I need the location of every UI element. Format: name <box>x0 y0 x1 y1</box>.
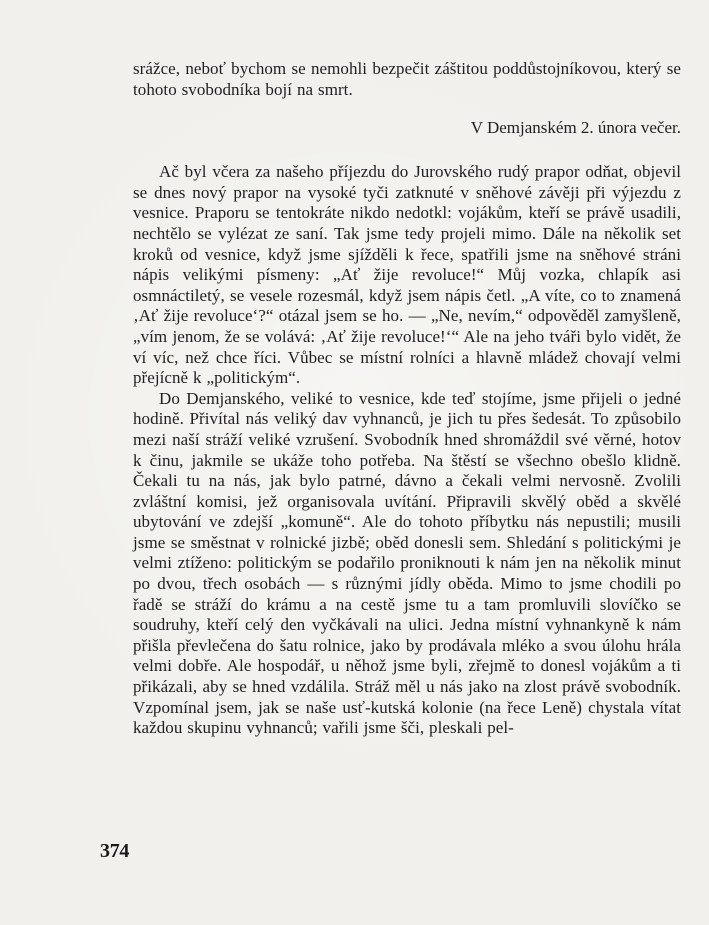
page-text-block <box>133 59 681 739</box>
paragraph-departure: Ač byl včera za našeho příjezdu do Jurovského rudý prapor odňat, objevil se dnes nový prapor na vysoké tyči zatknuté v sněhové závěji při výjezdu z vesnice. Praporu se tentokráte nikdo nedotkl: vojákům, kteří se právě usadili, nechtělo se vylézat ze saní. Tak jsme tedy projeli mimo. Dále na několik set kroků od vesnice, když jsme sjížděli k řece, spatřili jsme na sněhové stráni nápis velikými písmeny: „Ať žije revoluce!“ Můj vozka, chlapík asi osmnáctiletý, se vesele rozesmál, když jsem nápis četl. „A víte, co to znamená ‚Ať žije revoluce‘?“ otázal jsem se ho. — „Ne, nevím,“ odpověděl zamyšleně, „vím jenom, že se volává: ‚Ať žije revoluce!‘“ Ale na jeho tváři bylo vidět, že ví víc, než chce říci. Vůbec se místní rolníci a hlavně mládež chovají velmi přejícně k „politickým“. <box>133 162 681 388</box>
paragraph-arrival: Do Demjanského, veliké to vesnice, kde teď stojíme, jsme přijeli o jedné hodině. Přivítal nás veliký dav vyhnanců, je jich tu přes šedesát. To způsobilo mezi naší stráží veliké vzrušení. Svobodník hned shromáždil své věrné, hotov k činu, jakmile se ukáže toho potřeba. Na štěstí se všechno obešlo klidně. Čekali tu na nás, jak bylo patrné, dávno a čekali velmi nervosně. Zvolili zvláštní komisi, jež organisovala uvítání. Připravili skvělý oběd a skvělé ubytování ve zdejší „komuně“. Ale do tohoto příbytku nás nepustili; musili jsme se směstnat v rolnické jizbě; oběd donesli sem. Shledání s politickými je velmi ztíženo: politickým se podařilo proniknouti k nám jen na několik minut po dvou, třech osobách — s různými jídly oběda. Mimo to jsme chodili po řadě se stráží do krámu a na cestě jsme tu a tam promluvili slovíčko se soudruhy, kteří celý den vyčkávali na ulici. Jedna místní vyhnankyně k nám přišla převlečena do šatu rolnice, jako by prodávala mléko a svou úlohu hrála velmi dobře. Ale hospodář, u něhož jsme byli, zřejmě to donesl vojákům a ti přikázali, aby se hned vzdálila. Stráž měl u nás jako na zlost právě svobodník. Vzpomínal jsem, jak se naše usť-kutská kolonie (na řece Leně) chystala vítat každou skupinu vyhnanců; vařili jsme šči, pleskali pel- <box>133 388 681 738</box>
paragraph-continuation: srážce, neboť bychom se nemohli bezpečit záštitou poddůstojníkovou, který se tohoto svobodníka bojí na smrt. <box>133 59 681 99</box>
page-number: 374 <box>100 840 130 862</box>
dateline-heading: V Demjanském 2. února večer. <box>470 118 681 138</box>
